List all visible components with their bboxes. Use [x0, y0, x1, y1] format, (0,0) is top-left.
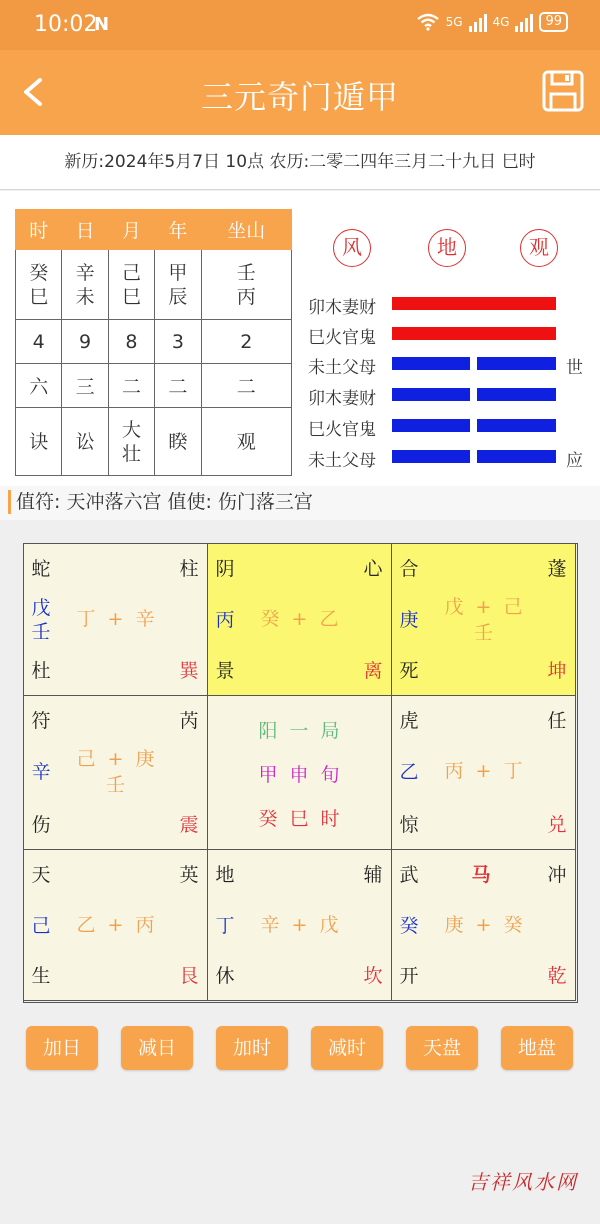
signal-4g-icon [515, 12, 533, 32]
palace-cell [391, 849, 576, 1001]
pillar-header: 日 [62, 210, 108, 250]
yin-line-segment [392, 388, 470, 401]
pillar-table [15, 209, 292, 476]
status-bar [0, 0, 600, 50]
net-4g-label: 4G [492, 15, 510, 29]
pillar-gua: 大 壮 [108, 408, 154, 476]
palace-heaven: 辛 + 戊 [260, 913, 339, 936]
center-line: 甲申旬 [258, 763, 352, 786]
yang-line [392, 297, 556, 310]
pillar-row3: 二 [155, 364, 201, 408]
accent-bar [8, 490, 11, 514]
hexagram-name [333, 229, 561, 269]
battery-icon: 99 [539, 12, 568, 32]
palace-heaven: 己 + 庚 壬 [76, 747, 155, 796]
action-button[interactable]: 加时 [216, 1026, 288, 1070]
palace-stem: 丙 [215, 608, 235, 631]
palace-door: 开 [399, 964, 419, 987]
hexagram-line [308, 353, 588, 378]
palace-stem: 己 [31, 914, 51, 937]
pillar-row3: 二 [108, 364, 154, 408]
hexagram-line [308, 323, 588, 348]
yin-line-segment [392, 419, 470, 432]
palace-stem: 癸 [399, 914, 419, 937]
hexagram-line-label: 巳火官鬼 [308, 420, 376, 440]
wifi-icon [416, 13, 440, 31]
pillar-header: 时 [16, 210, 62, 250]
status-time: 10:02 [34, 12, 98, 37]
palace-god: 蛇 [31, 557, 51, 580]
palace-gong: 兑 [547, 813, 567, 836]
signal-5g-icon [469, 12, 487, 32]
hexagram-name-char: 观 [520, 229, 558, 267]
palace-star: 辅 [363, 863, 383, 886]
pillar-row3: 二 [201, 364, 291, 408]
pillar-number: 4 [16, 320, 62, 364]
palace-cell [23, 543, 208, 696]
palace-stem: 乙 [399, 760, 419, 783]
palace-gong: 坎 [363, 964, 383, 987]
palace-god: 合 [399, 557, 419, 580]
palace-god: 符 [31, 709, 51, 732]
site-logo: 吉祥风水网 [468, 1170, 578, 1194]
palace-star: 英 [179, 863, 199, 886]
pillar-ganzhi: 壬 丙 [201, 250, 291, 320]
pillar-gua: 观 [201, 408, 291, 476]
pillar-header: 坐山 [201, 210, 291, 250]
palace-cell [391, 543, 576, 696]
yin-line-segment [477, 450, 556, 463]
horse-mark: 马 [471, 863, 491, 886]
qimen-grid [23, 543, 578, 1003]
hexagram-line [308, 384, 588, 409]
yin-line-segment [477, 357, 556, 370]
hexagram-line-label: 未土父母 [308, 358, 376, 378]
palace-gong: 巽 [179, 659, 199, 682]
palace-star: 冲 [547, 863, 567, 886]
hexagram-line-label: 卯木妻财 [308, 389, 376, 409]
line-mark: 应 [566, 451, 583, 471]
palace-cell [391, 695, 576, 850]
palace-gong: 艮 [179, 964, 199, 987]
yin-line-segment [477, 388, 556, 401]
hexagram-line [308, 415, 588, 440]
palace-gong: 乾 [547, 964, 567, 987]
zhifu-line [0, 486, 600, 520]
palace-god: 地 [215, 863, 235, 886]
palace-gong: 坤 [547, 659, 567, 682]
hexagram-line [308, 446, 588, 471]
palace-stem: 丁 [215, 914, 235, 937]
pillar-gua: 讼 [62, 408, 108, 476]
status-icons [416, 12, 568, 32]
pillar-ganzhi: 癸 巳 [16, 250, 62, 320]
palace-stem: 戊 壬 [31, 596, 51, 643]
pillar-number: 9 [62, 320, 108, 364]
palace-cell [207, 849, 392, 1001]
center-palace [207, 695, 392, 850]
palace-heaven: 乙 + 丙 [76, 913, 155, 936]
pillar-number: 8 [108, 320, 154, 364]
palace-cell [23, 695, 208, 850]
yin-line-segment [392, 357, 470, 370]
hexagram-line-label: 巳火官鬼 [308, 328, 376, 348]
pillar-row3: 三 [62, 364, 108, 408]
zhifu-text: 值符: 天冲落六宫 值使: 伤门落三宫 [16, 491, 313, 513]
button-bar [0, 1026, 600, 1070]
save-icon[interactable] [542, 70, 584, 112]
palace-heaven: 丁 + 辛 [76, 607, 155, 630]
palace-door: 杜 [31, 659, 51, 682]
pillar-header: 月 [108, 210, 154, 250]
pillar-ganzhi: 辛 未 [62, 250, 108, 320]
page-title: 三元奇门遁甲 [200, 78, 399, 116]
palace-door: 伤 [31, 813, 51, 836]
center-line: 癸巳时 [258, 807, 352, 830]
date-line: 新历:2024年5月7日 10点 农历:二零二四年三月二十九日 巳时 [0, 135, 600, 190]
palace-door: 生 [31, 964, 51, 987]
palace-stem: 庚 [399, 608, 419, 631]
action-button[interactable]: 加日 [26, 1026, 98, 1070]
app-header [0, 50, 600, 135]
center-line: 阳一局 [258, 719, 352, 742]
palace-heaven: 戊 + 己 壬 [444, 595, 523, 644]
palace-stem: 辛 [31, 760, 51, 783]
palace-god: 阴 [215, 557, 235, 580]
palace-star: 蓬 [547, 557, 567, 580]
net-5g-label: 5G [445, 15, 463, 29]
palace-god: 武 [399, 863, 419, 886]
hexagram-line-label: 未土父母 [308, 451, 376, 471]
nfc-icon: N [94, 14, 110, 35]
palace-star: 芮 [179, 709, 199, 732]
palace-door: 死 [399, 659, 419, 682]
hexagram-line [308, 293, 588, 318]
palace-god: 虎 [399, 709, 419, 732]
action-button[interactable]: 减日 [121, 1026, 193, 1070]
palace-god: 天 [31, 863, 51, 886]
pillar-header: 年 [155, 210, 201, 250]
pillar-gua: 诀 [16, 408, 62, 476]
palace-heaven: 丙 + 丁 [444, 759, 523, 782]
palace-heaven: 庚 + 癸 [444, 913, 523, 936]
yin-line-segment [477, 419, 556, 432]
palace-door: 惊 [399, 813, 419, 836]
yang-line [392, 327, 556, 340]
line-mark: 世 [566, 358, 583, 378]
hexagram-name-char: 风 [333, 229, 371, 267]
hexagram-name-char: 地 [428, 229, 466, 267]
palace-star: 任 [547, 709, 567, 732]
pillar-ganzhi: 甲 辰 [155, 250, 201, 320]
info-panel [0, 191, 600, 520]
hexagram-line-label: 卯木妻财 [308, 298, 376, 318]
palace-heaven: 癸 + 乙 [260, 607, 339, 630]
action-button[interactable]: 天盘 [406, 1026, 478, 1070]
palace-door: 景 [215, 659, 235, 682]
action-button[interactable]: 减时 [311, 1026, 383, 1070]
yin-line-segment [392, 450, 470, 463]
pillar-gua: 睽 [155, 408, 201, 476]
palace-gong: 震 [179, 813, 199, 836]
palace-star: 柱 [179, 557, 199, 580]
palace-star: 心 [363, 557, 383, 580]
palace-cell [207, 543, 392, 696]
action-button[interactable]: 地盘 [501, 1026, 573, 1070]
pillar-number: 3 [155, 320, 201, 364]
pillar-number: 2 [201, 320, 291, 364]
palace-gong: 离 [363, 659, 383, 682]
palace-cell [23, 849, 208, 1001]
pillar-ganzhi: 己 巳 [108, 250, 154, 320]
pillar-row3: 六 [16, 364, 62, 408]
palace-door: 休 [215, 964, 235, 987]
